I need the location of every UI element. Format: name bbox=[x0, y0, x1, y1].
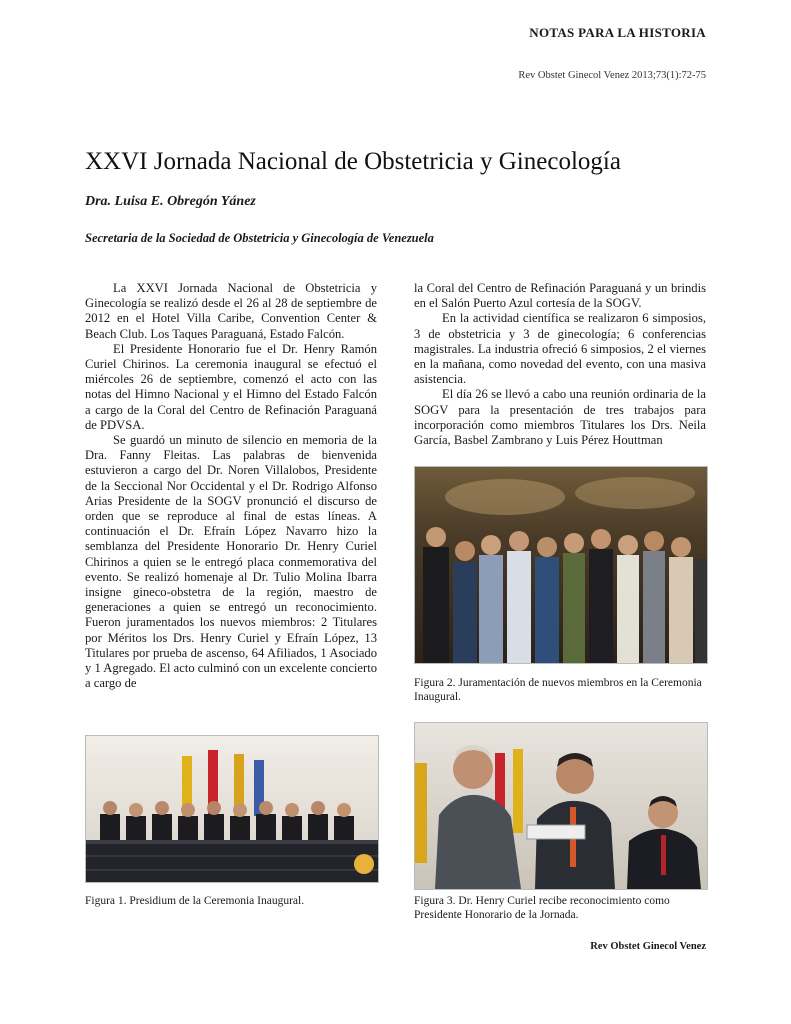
paragraph: Se guardó un minuto de silencio en memoria de la Dra. Fanny Fleitas. Las palabras de bienvenida estuvieron a cargo del Dr. Noren Villalobos, Presidente de la Seccional Nor Occidental y el Dr. Rodrigo Alfonso Arias Presidente de la SOGV pronunció el discurso de orden que se reproduce al final de estas líneas. A continuación el Dr. Efraín López Navarro hizo la semblanza del Presidente Honorario Dr. Henry Curiel Chirinos a quien se le entregó placa conmemorativa del evento. Se realizó homenaje al Dr. Tulio Molina Ibarra insigne gineco-obstetra de la región, maestro de generaciones a quien se entregó un reconocimiento. Fueron juramentados los nuevos miembros: 2 Titulares por Méritos los Drs. Henry Curiel y Efraín López, 13 Titulares por prueba de ascenso, 64 Afiliados, 1 Asociado y 1 Agregado. El acto culminó con un excelente concierto a cargo de bbox=[85, 433, 377, 691]
figure-2-caption: Figura 2. Juramentación de nuevos miembros en la Ceremonia Inaugural. bbox=[414, 677, 702, 703]
article-title: XXVI Jornada Nacional de Obstetricia y Ginecología bbox=[85, 148, 621, 175]
article-author: Dra. Luisa E. Obregón Yánez bbox=[85, 194, 256, 209]
paragraph: El Presidente Honorario fue el Dr. Henry Ramón Curiel Chirinos. La ceremonia inaugural se efectuó el miércoles 26 de septiembre, comenzó el acto con las notas del Himno Nacional y el Himno del Estado Falcón a cargo de la Coral del Centro de Refinación Paraguaná de PDVSA. bbox=[85, 341, 377, 432]
paragraph: La XXVI Jornada Nacional de Obstetricia y Ginecología se realizó desde el 26 al 28 de septiembre de 2012 en el Hotel Villa Caribe, Convention Center & Beach Club. Los Taques Paraguaná, Estado Falcón. bbox=[85, 281, 377, 341]
body-column-right bbox=[414, 281, 706, 448]
author-affiliation: Secretaria de la Sociedad de Obstetricia y Ginecología de Venezuela bbox=[85, 231, 434, 245]
paragraph: la Coral del Centro de Refinación Paraguaná y un brindis en el Salón Puerto Azul cortesía de la SOGV. bbox=[414, 281, 706, 311]
figure-1-caption: Figura 1. Presidium de la Ceremonia Inaugural. bbox=[85, 895, 305, 907]
journal-citation: Rev Obstet Ginecol Venez 2013;73(1):72-75 bbox=[518, 70, 706, 81]
paragraph: El día 26 se llevó a cabo una reunión ordinaria de la SOGV para la presentación de tres trabajos para incorporación como miembros Titulares los Drs. Neila García, Basbel Zambrano y Luis Pérez Houttman bbox=[414, 387, 706, 448]
figure-1-photo bbox=[85, 735, 379, 883]
figure-3-photo bbox=[414, 722, 708, 890]
paragraph: En la actividad científica se realizaron 6 simposios, 3 de obstetricia y 3 de ginecología; 6 conferencias magistrales. La industria ofreció 6 simposios, 2 el viernes en la mañana, como novedad del evento, con una masiva asistencia. bbox=[414, 311, 706, 387]
footer-journal-name: Rev Obstet Ginecol Venez bbox=[590, 941, 706, 952]
award-image bbox=[415, 723, 707, 889]
presidium-image bbox=[86, 736, 378, 882]
body-column-left bbox=[85, 281, 377, 691]
figure-3-caption: Figura 3. Dr. Henry Curiel recibe reconocimiento como Presidente Honorario de la Jornada. bbox=[414, 895, 670, 921]
section-heading: NOTAS PARA LA HISTORIA bbox=[529, 25, 706, 40]
figure-2-photo bbox=[414, 466, 708, 664]
swearing-in-image bbox=[415, 467, 707, 663]
